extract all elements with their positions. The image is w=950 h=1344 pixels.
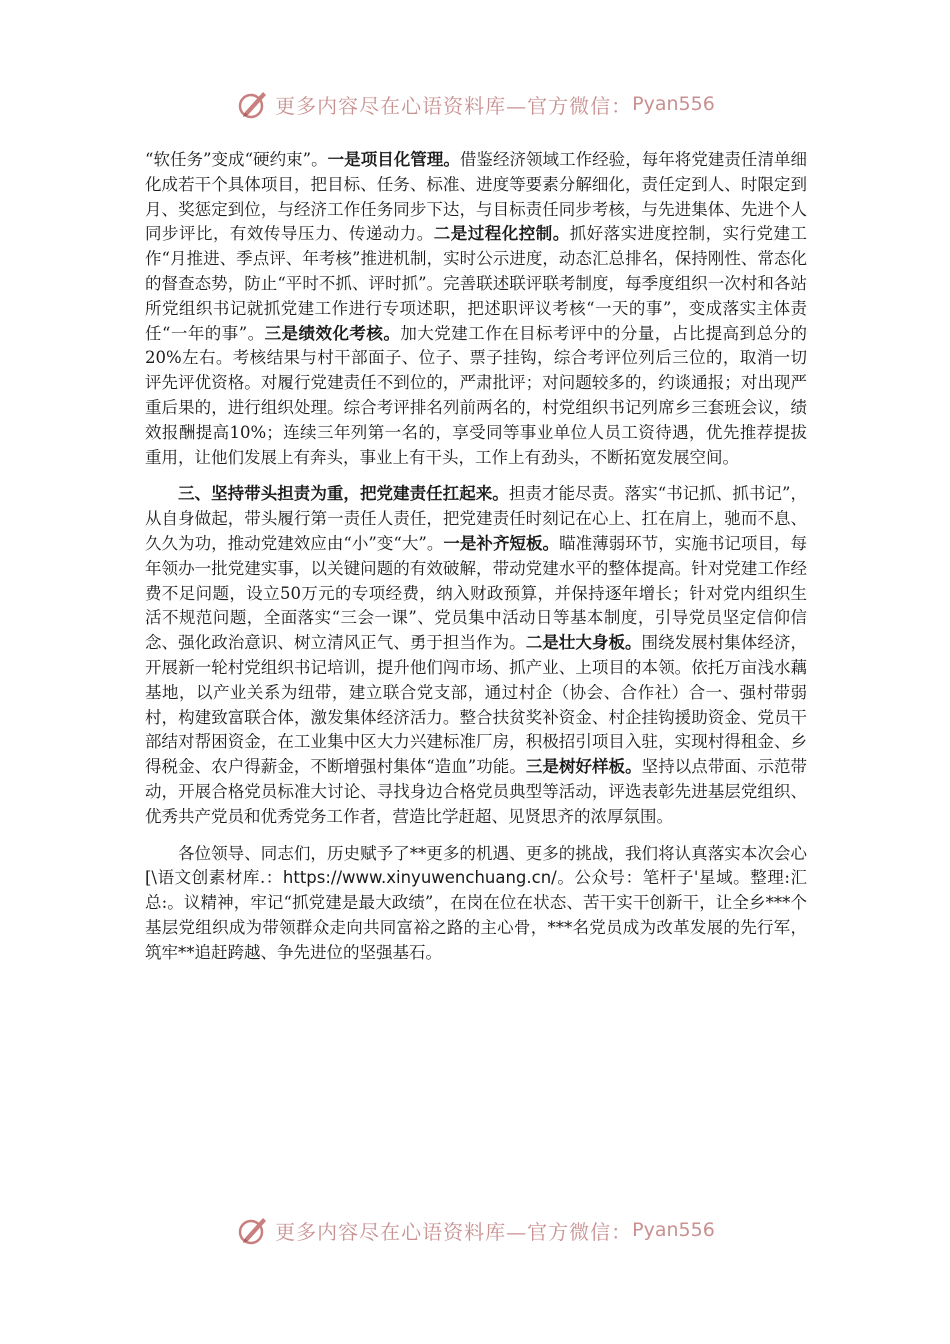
text-run: 加大党建工作在目标考评中的分量，占比提高到总分的20%左右。考核结果与村干部面子、位子、票子挂钩，综合考评位列后三位的，取消一切评先评优资格。对履行党建责任不到位的，严肃批评；对问题较多的，约谈通报；对出现严重后果的，进行组织处理。综合考评排名列前两名的，村党组织书记列席乡三套班会议，绩效报酬提高10%；连续三年列第一名的，享受同等事业单位人员工资待遇，优先推荐提拔重用，让他们发展上有奔头，事业上有干头，工作上有劲头，不断拓宽发展空间。 bbox=[145, 323, 808, 467]
watermark-banner-top bbox=[0, 84, 950, 124]
bold-heading-run: 一是项目化管理。 bbox=[327, 150, 460, 169]
bold-heading-run: 一是补齐短板。 bbox=[443, 533, 560, 553]
text-run: 坚持以点带面、示范带动，开展合格党员标准大讨论、寻找身边合格党员典型等活动，评选表彰先进基层党组织、优秀共产党员和优秀党务工作者，营造比学赶超、见贤思齐的浓厚氛围。 bbox=[145, 757, 808, 826]
watermark-text: 更多内容尽在心语资料库—官方微信： bbox=[275, 1219, 633, 1244]
text-run: 围绕发展村集体经济，开展新一轮村党组织书记培训，提升他们闯市场、抓产业、上项目的本领。依托万亩浅水藕基地，以产业关系为纽带，建立联合党支部，通过村企（协会、合作社）合一、强村带弱村，构建致富联合体，激发集体经济活力。整合扶贫奖补资金、村企挂钩援助资金、党员干部结对帮困资金，在工业集中区大力兴建标准厂房，积极招引项目入驻，实现村得租金、乡得税金、农户得薪金，不断增强村集体“造血”功能。 bbox=[145, 633, 808, 777]
paragraph bbox=[145, 148, 807, 470]
text-run: “软任务”变成“硬约束”。 bbox=[145, 150, 328, 169]
paragraph bbox=[145, 482, 807, 829]
bold-heading-run: 三是树好样板。 bbox=[525, 757, 642, 777]
bold-heading-run: 二是过程化控制。 bbox=[433, 224, 570, 244]
bold-heading-run: 二是壮大身板。 bbox=[525, 633, 642, 653]
paragraph bbox=[145, 842, 807, 966]
pen-logo-icon bbox=[235, 86, 271, 122]
text-run: 借鉴经济领域工作经验，每年将党建责任清单细化成若干个具体项目，把目标、任务、标准、进度等要素分解细化，责任定到人、时限定到月、奖惩定到位，与经济工作任务同步下达，与目标责任同步考核，与先进集体、先进个人同步评比，有效传导压力、传递动力。 bbox=[145, 150, 808, 244]
watermark-id: Pyan556 bbox=[632, 1219, 715, 1241]
pen-logo-icon bbox=[235, 1212, 271, 1248]
text-run: 。公众号：笔杆子'星域。整理:汇总:。议精神，牢记“抓党建是最大政绩”，在岗在位在状态、苦干实干创新干，让全乡***个基层党组织成为带领群众走向共同富裕之路的主心骨，***名党员成为改革发展的先行军，筑牢**追赶跨越、争先进位的坚强基石。 bbox=[145, 868, 807, 962]
bold-heading-run: 三是绩效化考核。 bbox=[264, 323, 401, 343]
document-body bbox=[145, 148, 807, 978]
watermark-text: 更多内容尽在心语资料库—官方微信： bbox=[275, 93, 633, 118]
text-run: 各位领导、同志们，历史赋予了**更多的机遇、更多的挑战，我们将认真落实本次会心[\语文创素材库.： bbox=[145, 843, 807, 888]
text-run: 担责才能尽责。落实“书记抓、抓书记”，从自身做起，带头履行第一责任人责任，把党建责任时刻记在心上、扛在肩上，驰而不息、久久为功，推动党建效应由“小”变“大”。 bbox=[145, 484, 807, 553]
text-run: 抓好落实进度控制，实行党建工作“月推进、季点评、年考核”推进机制，实时公示进度，动态汇总排名，保持刚性、常态化的督查态势，防止“平时不抓、评时抓”。完善联述联评联考制度，每季度组织一次村和各站所党组织书记就抓党建工作进行专项述职，把述职评议考核“一天的事”，变成落实主体责任“一年的事”。 bbox=[145, 224, 808, 343]
watermark-banner-bottom bbox=[0, 1210, 950, 1250]
bold-heading-run: 三、坚持带头担责为重，把党建责任扛起来。 bbox=[178, 484, 509, 504]
url-text: https://www.xinyuwenchuang.cn/ bbox=[282, 868, 557, 888]
watermark-id: Pyan556 bbox=[632, 93, 715, 115]
text-run: 瞄准薄弱环节，实施书记项目，每年领办一批党建实事，以关键问题的有效破解，带动党建水平的整体提高。针对党建工作经费不足问题，设立50万元的专项经费，纳入财政预算，并保持逐年增长；针对党内组织生活不规范问题，全面落实“三会一课”、党员集中活动日等基本制度，引导党员坚定信仰信念、强化政治意识、树立清风正气、勇于担当作为。 bbox=[145, 533, 808, 653]
